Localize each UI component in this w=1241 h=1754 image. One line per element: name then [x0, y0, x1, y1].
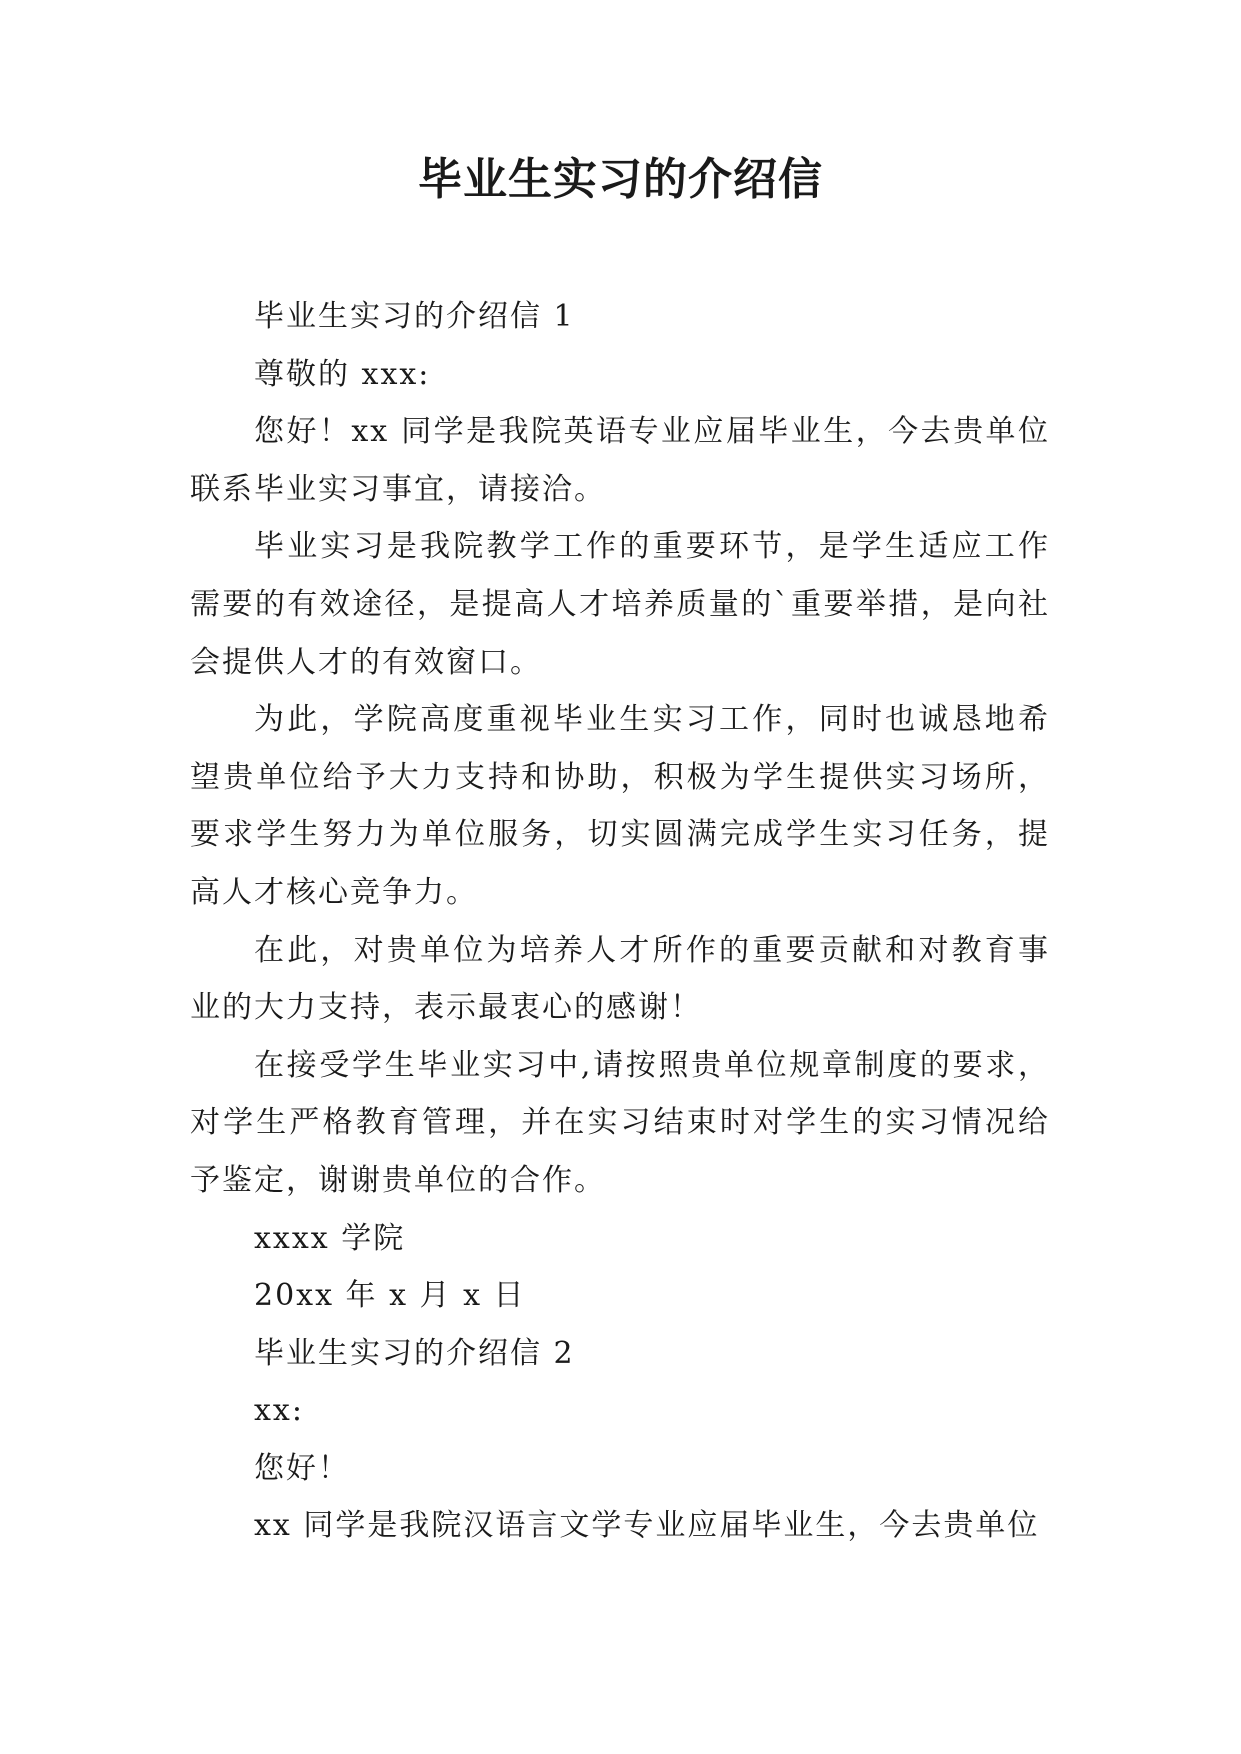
- signature-date: 20xx 年 x 月 x 日: [254, 1278, 526, 1314]
- paragraph-thanks: 在此，对贵单位为培养人才所作的重要贡献和对教育事业的大力支持，表示最衷心的感谢！: [190, 932, 1050, 1026]
- document-title: 毕业生实习的介绍信: [418, 154, 823, 205]
- salutation: 尊敬的 xxx:: [254, 356, 431, 392]
- paragraph-greeting: 您好！xx 同学是我院英语专业应届毕业生，今去贵单位联系毕业实习事宜，请接洽。: [190, 414, 1050, 507]
- letter-2-salutation: xx:: [254, 1393, 304, 1429]
- letter-2-paragraph: xx 同学是我院汉语言文学专业应届毕业生，今去贵单位: [254, 1508, 1040, 1544]
- paragraph-management: 在接受学生毕业实习中,请按照贵单位规章制度的要求，对学生严格教育管理，并在实习结束时对学生的实习情况给予鉴定，谢谢贵单位的合作。: [190, 1047, 1050, 1198]
- paragraph-support-request: 为此，学院高度重视毕业生实习工作，同时也诚恳地希望贵单位给予大力支持和协助，积极为学生提供实习场所，要求学生努力为单位服务，切实圆满完成学生实习任务，提高人才核心竞争力。: [190, 702, 1050, 910]
- letter-1-heading: 毕业生实习的介绍信 1: [254, 299, 575, 334]
- paragraph-internship-importance: 毕业实习是我院教学工作的重要环节，是学生适应工作需要的有效途径，是提高人才培养质量的`重要举措，是向社会提供人才的有效窗口。: [190, 529, 1050, 680]
- signature-college: xxxx 学院: [254, 1220, 406, 1256]
- letter-2-heading: 毕业生实习的介绍信 2: [254, 1335, 575, 1371]
- document-body: [190, 288, 1050, 1555]
- letter-2-greeting: 您好！: [254, 1450, 350, 1486]
